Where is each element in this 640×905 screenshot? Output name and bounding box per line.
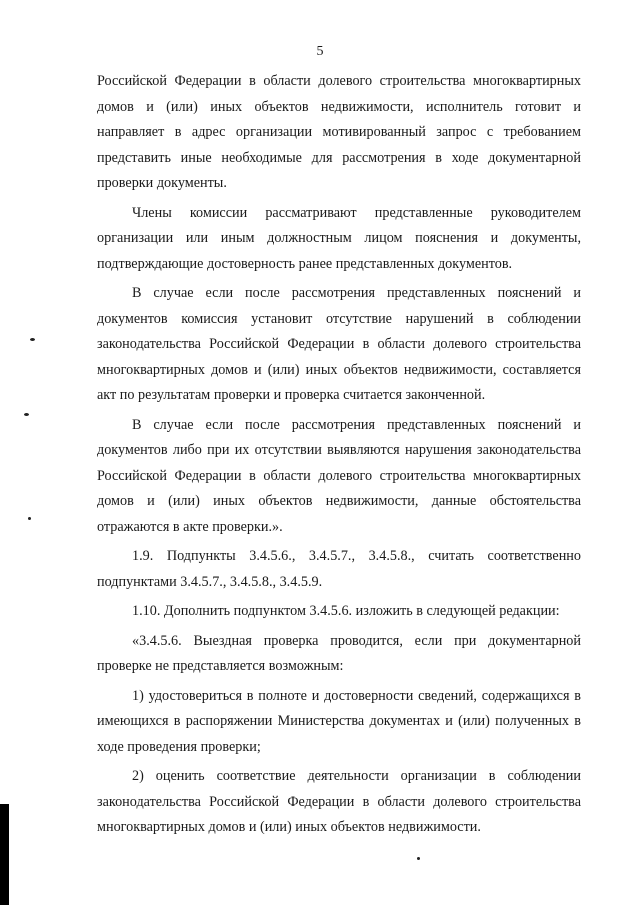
- paragraph-6: 1.10. Дополнить подпунктом 3.4.5.6. изложить в следующей редакции:: [132, 603, 560, 619]
- paragraph-1: Российской Федерации в области долевого строительства многоквартирных домов и (или) иных объектов недвижимости, исполнитель готовит и направляет в адрес организации мотивированный запрос с требованием представить иные необходимые для рассмотрения в ходе документарной проверки документы.: [97, 73, 581, 191]
- document-body: [97, 69, 581, 845]
- scan-speck: [24, 413, 29, 416]
- paragraph-7: «3.4.5.6. Выездная проверка проводится, если при документарной проверке не представляется возможным:: [97, 632, 581, 674]
- scan-speck: [30, 338, 35, 341]
- paragraph-2: Члены комиссии рассматривают представленные руководителем организации или иным должностным лицом пояснения и документы, подтверждающие достоверность ранее представленных документов.: [97, 204, 581, 272]
- page-number: 5: [316, 44, 324, 59]
- scan-speck: [417, 857, 420, 860]
- scan-speck: [28, 517, 31, 520]
- paragraph-5: 1.9. Подпункты 3.4.5.6., 3.4.5.7., 3.4.5.8., считать соответственно подпунктами 3.4.5.7., 3.4.5.8., 3.4.5.9.: [97, 548, 581, 590]
- scan-edge-mark: [0, 804, 9, 905]
- paragraph-9: 2) оценить соответствие деятельности организации в соблюдении законодательства Российской Федерации в области долевого строительства многоквартирных домов и (или) иных объектов недвижимости.: [97, 768, 581, 835]
- paragraph-3: В случае если после рассмотрения представленных пояснений и документов комиссия установит отсутствие нарушений в соблюдении законодательства Российской Федерации в области долевого строительства многоквартирных домов и (или) иных объектов недвижимости, составляется акт по результатам проверки и проверка считается законченной.: [97, 285, 581, 403]
- paragraph-8: 1) удостовериться в полноте и достоверности сведений, содержащихся в имеющихся в распоряжении Министерства документах и (или) полученных в ходе проведения проверки;: [97, 687, 581, 755]
- paragraph-4: В случае если после рассмотрения представленных пояснений и документов либо при их отсутствии выявляются нарушения законодательства Российской Федерации в области долевого строительства многоквартирных домов и (или) иных объектов недвижимости, данные обстоятельства отражаются в акте проверки.».: [97, 416, 581, 535]
